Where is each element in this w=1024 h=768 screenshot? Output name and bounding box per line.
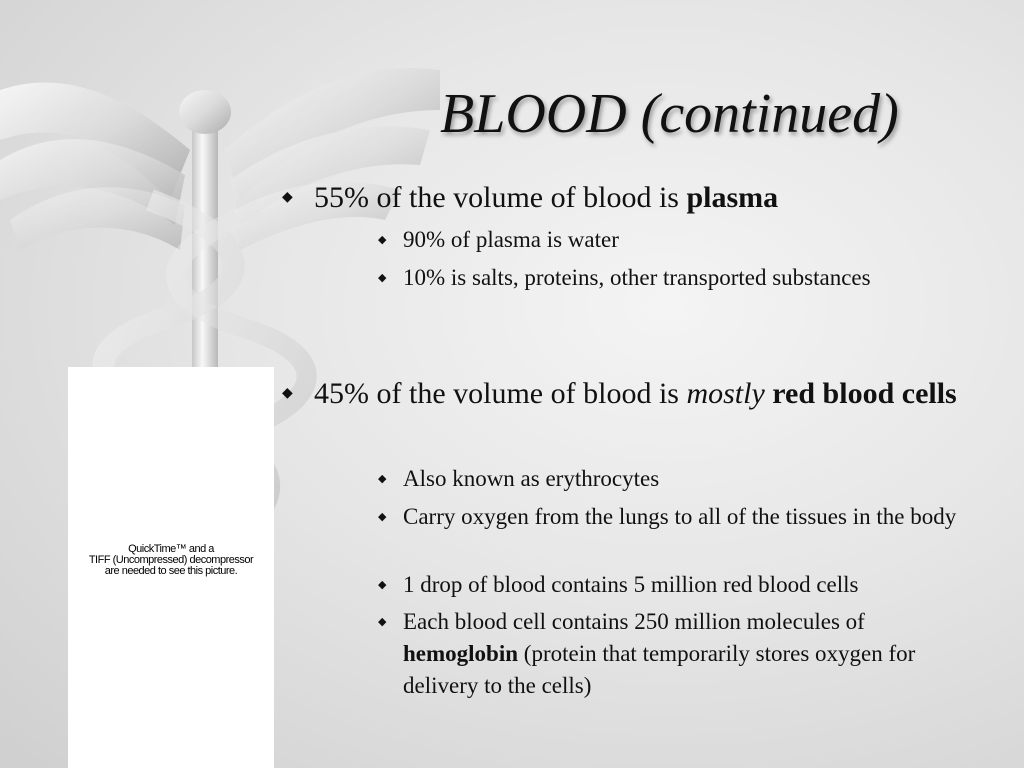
bullet-bold-term: plasma [686, 181, 779, 214]
bullet-italic-term: mostly [686, 377, 765, 410]
sub-bullet-text: Also known as erythrocytes [403, 466, 660, 491]
placeholder-line: QuickTime™ and a [128, 543, 214, 555]
sub-bullet-text: Carry oxygen from the lungs to all of the tissues in the body [403, 504, 957, 529]
bullet-bold-term: red blood cells [772, 377, 957, 410]
placeholder-message [68, 544, 274, 577]
diamond-bullet-icon: ◆ [282, 386, 293, 401]
sub-bullet-text: 1 drop of blood contains 5 million red blood cells [403, 572, 859, 597]
bullet-bold-term: hemoglobin [403, 641, 519, 666]
slide-title: BLOOD (continued) [440, 83, 899, 145]
diamond-bullet-icon: ◆ [378, 579, 387, 591]
diamond-bullet-icon: ◆ [282, 190, 293, 205]
diamond-bullet-icon: ◆ [378, 616, 387, 628]
diamond-bullet-icon: ◆ [378, 234, 387, 246]
placeholder-line: TIFF (Uncompressed) decompressor [88, 554, 254, 566]
diamond-bullet-icon: ◆ [378, 473, 387, 485]
diamond-bullet-icon: ◆ [378, 511, 387, 523]
sub-bullet-text: 10% is salts, proteins, other transported substances [403, 265, 871, 290]
missing-picture-placeholder [68, 367, 274, 768]
placeholder-line: are needed to see this picture. [104, 565, 238, 577]
sub-bullet-text: 90% of plasma is water [403, 227, 619, 252]
bullet-text: 55% of the volume of blood is [314, 181, 687, 214]
bullet-text: 45% of the volume of blood is [314, 377, 687, 410]
sub-bullet-text: Each blood cell contains 250 million molecules of [403, 609, 865, 634]
diamond-bullet-icon: ◆ [378, 272, 387, 284]
sub-bullet-text: (protein that temporarily stores oxygen for delivery to the cells) [403, 641, 916, 698]
